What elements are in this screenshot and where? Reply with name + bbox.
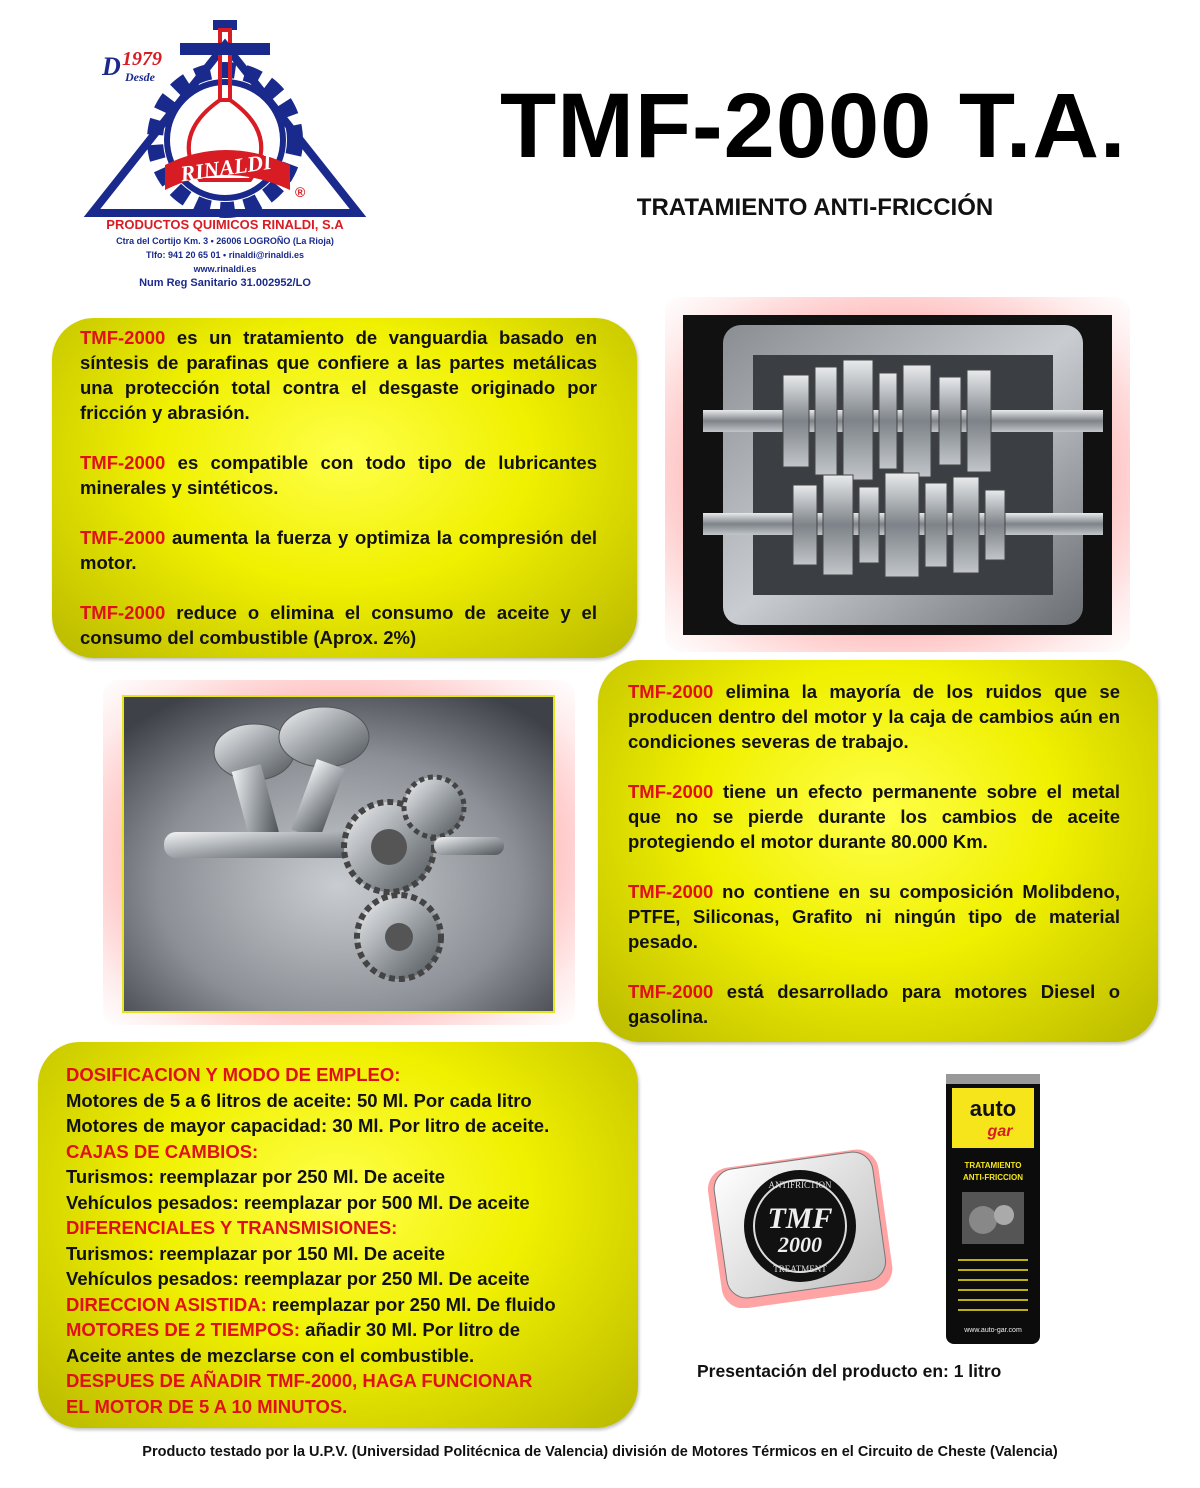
badge-top-text: ANTIFRICTION — [768, 1180, 832, 1190]
product-can-image — [938, 1070, 1048, 1348]
engine-photo — [122, 695, 555, 1013]
rinaldi-emblem — [70, 15, 380, 220]
gear-icon — [155, 70, 295, 210]
brand-name: TMF-2000 — [628, 881, 714, 902]
dosage-line: Vehículos pesados: reemplazar por 500 Ml. De aceite — [66, 1191, 530, 1213]
logo-website: www.rinaldi.es — [193, 264, 257, 274]
brand-name: TMF-2000 — [628, 981, 714, 1002]
logo-since-initial: D — [102, 52, 121, 81]
can-brand-text-2: gar — [987, 1123, 1013, 1140]
badge-center-number: 2000 — [778, 1232, 822, 1257]
can-url: www.auto-gar.com — [964, 1327, 1022, 1334]
dosage-line: Turismos: reemplazar por 150 Ml. De aceite — [66, 1242, 446, 1264]
two-stroke-label: MOTORES DE 2 TIEMPOS: — [66, 1319, 301, 1340]
dosage-box — [38, 1042, 638, 1428]
paragraph-text: reduce o elimina el consumo de aceite y el consumo del combustible (Aprox. 2%) — [80, 602, 597, 648]
warning-line: EL MOTOR DE 5 A 10 MINUTOS. — [66, 1395, 348, 1417]
paragraph-text: no contiene en su composición Molibdeno, PTFE, Siliconas, Grafito ni ningún tipo de material pesado. — [628, 881, 1120, 952]
footer-text: Producto testado por la U.P.V. (Universidad Politécnica de Valencia) división de Motores Térmicos en el Circuito de Cheste (Valencia) — [142, 1444, 1058, 1460]
dosage-heading: DOSIFICACION Y MODO DE EMPLEO: — [66, 1064, 401, 1085]
tmf-badge-image — [708, 1148, 894, 1308]
steering-text: reemplazar por 250 Ml. De fluido — [266, 1293, 556, 1315]
differential-heading: DIFERENCIALES Y TRANSMISIONES: — [66, 1217, 398, 1238]
paragraph-text: elimina la mayoría de los ruidos que se producen dentro del motor y la caja de cambios aún en condiciones severas de trabajo. — [628, 681, 1120, 752]
presentation-text: Presentación del producto en: 1 litro — [697, 1361, 1002, 1381]
benefits-box-1 — [52, 318, 637, 658]
brand-name: TMF-2000 — [80, 527, 166, 548]
dosage-line: Vehículos pesados: reemplazar por 250 Ml. De aceite — [66, 1268, 530, 1289]
benefit-paragraph — [628, 879, 1120, 954]
benefit-paragraph — [628, 779, 1120, 854]
logo-address: Ctra del Cortijo Km. 3 • 26006 LOGROÑO (La Rioja) — [116, 236, 334, 246]
logo-since-year: 1979 — [122, 48, 162, 70]
logo-brand-text: RINALDI — [178, 148, 274, 187]
brand-name: TMF-2000 — [628, 781, 714, 802]
paragraph-text: está desarrollado para motores Diesel o gasolina. — [628, 981, 1120, 1027]
gearbox-photo — [683, 315, 1112, 635]
benefit-paragraph — [628, 979, 1120, 1029]
warning-line: DESPUES DE AÑADIR TMF-2000, HAGA FUNCIONAR — [66, 1370, 533, 1391]
can-label-2: ANTI-FRICCION — [963, 1173, 1023, 1182]
logo-phone-email: Tlfo: 941 20 65 01 • rinaldi@rinaldi.es — [146, 250, 304, 260]
dosage-line — [66, 1292, 624, 1318]
badge-bottom-text: TREATMENT — [773, 1264, 827, 1274]
dosage-line: Motores de 5 a 6 litros de aceite: 50 Ml. Por cada litro — [66, 1089, 532, 1111]
dosage-line: Motores de mayor capacidad: 30 Ml. Por litro de aceite. — [66, 1115, 550, 1136]
logo-since-word: Desde — [125, 70, 155, 84]
page-subtitle: TRATAMIENTO ANTI-FRICCIÓN — [636, 194, 994, 221]
registered-mark: ® — [295, 184, 306, 200]
gearbox-heading: CAJAS DE CAMBIOS: — [66, 1140, 259, 1162]
two-stroke-text: añadir 30 Ml. Por litro de — [300, 1319, 521, 1340]
logo-registry: Num Reg Sanitario 31.002952/LO — [139, 277, 311, 289]
benefit-paragraph — [80, 325, 597, 425]
dosage-line: Turismos: reemplazar por 250 Ml. De aceite — [66, 1166, 446, 1187]
benefit-paragraph — [80, 525, 597, 575]
company-logo — [70, 15, 380, 290]
benefit-paragraph — [628, 679, 1120, 754]
page-title: TMF-2000 T.A. — [500, 75, 1127, 177]
benefit-paragraph — [80, 600, 597, 650]
can-brand-text: auto — [969, 1096, 1017, 1121]
brand-name: TMF-2000 — [80, 327, 166, 348]
benefit-paragraph — [80, 450, 597, 500]
brand-name: TMF-2000 — [80, 602, 166, 623]
logo-company-name: PRODUCTOS QUIMICOS RINALDI, S.A — [106, 217, 344, 232]
brand-name: TMF-2000 — [80, 452, 166, 473]
badge-center-text: TMF — [767, 1202, 833, 1235]
brand-name: TMF-2000 — [628, 681, 714, 702]
can-label-1: TRATAMIENTO — [964, 1161, 1022, 1170]
benefits-box-2 — [598, 660, 1158, 1042]
paragraph-text: es un tratamiento de vanguardia basado en síntesis de parafinas que confiere a las partes metálicas una protección total contra el desgaste originado por fricción y abrasión. — [80, 327, 597, 423]
dosage-line — [66, 1317, 624, 1343]
paragraph-text: tiene un efecto permanente sobre el metal que no se pierde durante los cambios de aceite protegiendo el motor durante 80.000 Km. — [628, 781, 1120, 852]
dosage-line: Aceite antes de mezclarse con el combustible. — [66, 1344, 475, 1366]
paragraph-text: aumenta la fuerza y optimiza la compresión del motor. — [80, 527, 597, 573]
paragraph-text: es compatible con todo tipo de lubricantes minerales y sintéticos. — [80, 452, 597, 498]
steering-label: DIRECCION ASISTIDA: — [66, 1293, 267, 1315]
